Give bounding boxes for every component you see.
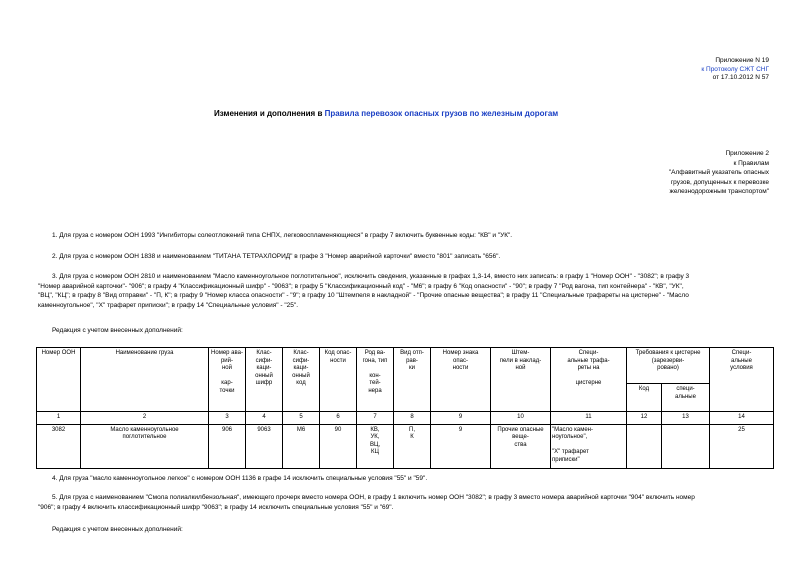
- column-number: 14: [710, 412, 774, 425]
- header-waybill-stamps: Штем- пели в наклад- ной: [491, 348, 551, 412]
- column-number: 10: [491, 412, 551, 425]
- item-5: [38, 493, 695, 512]
- header-tank-special: специ- альные: [662, 384, 710, 412]
- cell-wagon-type: КВ, УК, ВЦ, КЦ: [357, 424, 394, 468]
- item-4: 4. Для груза "масло каменноугольное легкое" с номером ООН 1136 в графе 14 исключить специальные условия "55" и "59".: [52, 475, 428, 482]
- column-number: 9: [431, 412, 491, 425]
- appendix2-line2: к Правилам: [733, 159, 769, 167]
- appendix2-line4: грузов, допущенных к перевозке: [670, 178, 769, 186]
- table-header-row: [37, 348, 774, 384]
- column-number: 1: [37, 412, 81, 425]
- header-class-cipher: Клас- сифи- каци- онный шифр: [246, 348, 283, 412]
- header-emergency-card: Номер ава- рий- ной кар- точки: [209, 348, 246, 412]
- cell-special-conditions: 25: [710, 424, 774, 468]
- cell-emergency-card: 906: [209, 424, 246, 468]
- dangerous-goods-table: [36, 347, 774, 469]
- title-rules-link[interactable]: Правила перевозок опасных грузов по железным дорогам: [324, 109, 559, 118]
- rules-appendix-block: [669, 149, 769, 197]
- title-prefix: Изменения и дополнения в: [214, 109, 325, 118]
- cell-hazard-code: 90: [320, 424, 357, 468]
- cell-class-cipher: 9063: [246, 424, 283, 468]
- protocol-date: от 17.10.2012 N 57: [712, 74, 769, 81]
- header-tank-code: Код: [627, 384, 662, 412]
- protocol-link[interactable]: к Протоколу СЖТ СНГ: [701, 65, 769, 73]
- protocol-appendix-block: [701, 57, 769, 83]
- table-number-row: [37, 412, 774, 425]
- cell-class-code: М6: [283, 424, 320, 468]
- column-number: 7: [357, 412, 394, 425]
- appendix2-line5: железнодорожным транспортом": [669, 188, 769, 195]
- header-hazard-code: Код опас- ности: [320, 348, 357, 412]
- cell-tank-special: [662, 424, 710, 468]
- header-class-code: Клас- сифи- каци- онный код: [283, 348, 320, 412]
- item-5-line2: "906"; в графу 4 включить классификационный шифр "9063"; в графу 14 исключить специальные условия "55" и "69".: [38, 503, 394, 511]
- appendix-number: Приложение N 19: [715, 57, 769, 64]
- column-number: 3: [209, 412, 246, 425]
- cell-tank-code: [627, 424, 662, 468]
- column-number: 11: [551, 412, 627, 425]
- cell-hazard-sign: 9: [431, 424, 491, 468]
- header-special-conditions: Специ- альные условия: [710, 348, 774, 412]
- header-cargo-name: Наименование груза: [81, 348, 209, 412]
- appendix2-line1: Приложение 2: [725, 150, 769, 157]
- column-number: 13: [662, 412, 710, 425]
- edition-note-1: Редакция с учетом внесенных дополнений:: [52, 327, 183, 334]
- column-number: 4: [246, 412, 283, 425]
- item-3-line3: "ВЦ", "КЦ"; в графу 8 "Вид отправки" - "П, К"; в графу 9 "Номер класса опасности" - "9"; в графу 10 "Штемпеля в накладной" - "Прочие опасные вещества"; в графу 11 "Специальные трафареты на цистерне" - "Масло: [38, 292, 689, 299]
- table-row: [37, 424, 774, 468]
- header-tank-requirements: Требования к цистерне (зарезерви- ровано): [627, 348, 710, 384]
- item-5-line1: 5. Для груза с наименованием "Смола полиалкилбензольная", имеющего прочерк вместо номера ООН, в графу 1 включить номер ООН "3082"; в графу 3 вместо номера аварийной карточки "904" включить номер: [52, 494, 695, 501]
- column-number: 2: [81, 412, 209, 425]
- header-un-number: Номер ООН: [37, 348, 81, 412]
- item-1: 1. Для груза с номером ООН 1993 "Ингибиторы солеотложений типа СНПХ, легковоспламеняющиеся" в графу 7 включить буквенные коды: "КВ" и "УК".: [52, 232, 513, 239]
- cell-waybill-stamps: Прочие опасные веще- ства: [491, 424, 551, 468]
- appendix2-line3: "Алфавитный указатель опасных: [668, 169, 769, 176]
- column-number: 6: [320, 412, 357, 425]
- item-2: 2. Для груза с номером ООН 1838 и наименованием "ТИТАНА ТЕТРАХЛОРИД" в графе 3 "Номер аварийной карточки" вместо "801" записать "656".: [52, 253, 501, 260]
- edition-note-2: Редакция с учетом внесенных дополнений:: [52, 526, 183, 533]
- header-hazard-sign: Номер знака опас- ности: [431, 348, 491, 412]
- column-number: 8: [394, 412, 431, 425]
- document-title: [214, 109, 558, 118]
- column-number: 12: [627, 412, 662, 425]
- item-3-line2: "Номер аварийной карточки"- "906"; в графу 4 "Классификационный шифр" - "9063"; в графу 5 "Классификационный код" - "М6"; в графу 6 "Код опасности" - "90"; в графу 7 "Род вагона, тип контейнера" - "КВ", "УК",: [38, 282, 684, 290]
- header-wagon-type: Род ва- гона, тип кон- тей- нера: [357, 348, 394, 412]
- item-3: [38, 272, 689, 310]
- item-3-line4: каменноугольное", "Х" трафарет приписки"; в графу 14 "Специальные условия" - "25".: [38, 301, 298, 309]
- cell-un-number: 3082: [37, 424, 81, 468]
- column-number: 5: [283, 412, 320, 425]
- cell-shipment-type: П, К: [394, 424, 431, 468]
- header-tank-stencils: Специ- альные трафа- реты на цистерне: [551, 348, 627, 412]
- header-shipment-type: Вид отп- рав- ки: [394, 348, 431, 412]
- cell-tank-stencils: "Масло камен- ноугольное", "Х" трафарет приписки": [551, 424, 627, 468]
- item-3-line1: 3. Для груза с номером ООН 2810 и наименованием "Масло каменноугольное поглотительное", исключить сведения, указанные в графах 1,3-14, вместо них записать: в графу 1 "Номер ООН" - "3082"; в графу 3: [52, 273, 690, 280]
- cell-cargo-name: Масло каменноугольное поглотительное: [81, 424, 209, 468]
